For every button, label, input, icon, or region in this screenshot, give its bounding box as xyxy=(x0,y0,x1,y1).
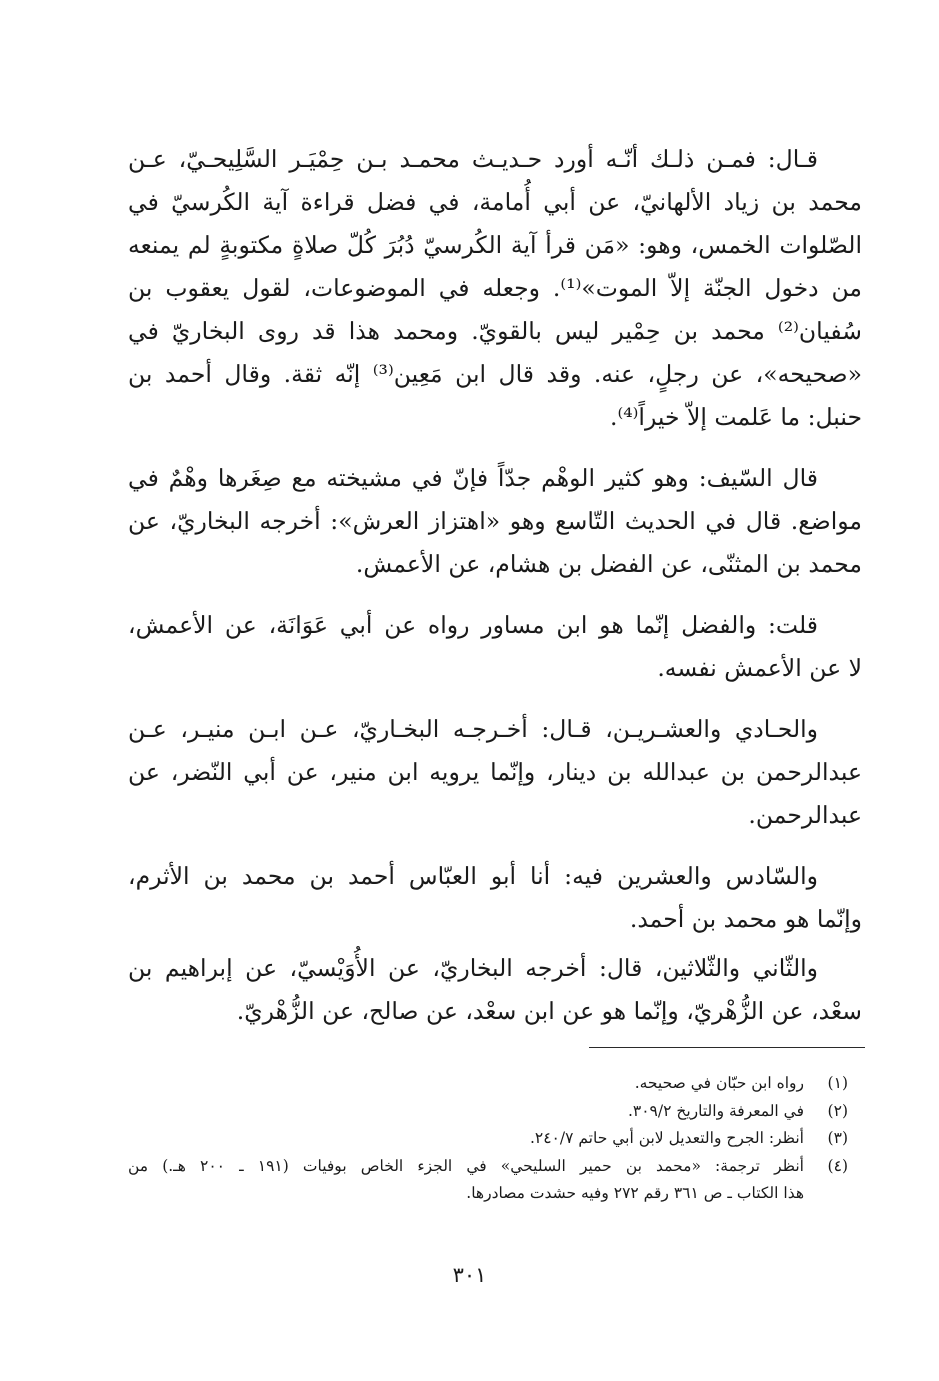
footnote-text xyxy=(128,1070,804,1098)
text-line: مواضع. قال في الحديث التّاسع وهو «اهتزاز العرش»: أخرجه البخاريّ، عن xyxy=(128,507,862,535)
main-text xyxy=(128,138,862,1033)
footnote-text xyxy=(128,1125,804,1153)
text-line: قلت: والفضل إنّما هو ابن مساور رواه عن أبي عَوَانَة، عن الأعمش، xyxy=(128,611,818,639)
text-line: محمد بن المثنّى، عن الفضل بن هشام، عن الأعمش. xyxy=(355,550,862,578)
footnote-number: (٣) xyxy=(827,1129,848,1147)
text-line: قال السّيف: وهو كثير الوهْم جدّاً فإنّ في مشيخته مع صِغَرها وهْمٌ في xyxy=(128,464,818,492)
footnote-2 xyxy=(128,1098,862,1126)
footnote-line: في المعرفة والتاريخ ٣٠٩/٢. xyxy=(627,1101,804,1120)
footnote-divider xyxy=(589,1047,865,1048)
text-line: «صحيحه»، عن رجلٍ، عنه. وقد قال ابن مَعِين⁽³⁾ إنّه ثقة. وقال أحمد بن xyxy=(128,360,862,388)
page-number: ٣٠١ xyxy=(452,1263,487,1287)
paragraph-1 xyxy=(128,138,862,439)
footnote-3 xyxy=(128,1125,862,1153)
text-line: وإنّما هو محمد بن أحمد. xyxy=(629,905,862,933)
text-line: والثّاني والثّلاثين، قال: أخرجه البخاريّ، عن الأُوَيْسيّ، عن إبراهيم بن xyxy=(128,954,818,982)
text-line: من دخول الجنّة إلاّ الموت»⁽¹⁾. وجعله في الموضوعات، لقول يعقوب بن xyxy=(128,274,863,302)
text-line: سُفيان⁽²⁾ محمد بن حِمْير ليس بالقويّ. ومحمد هذا قد روى البخاريّ في xyxy=(128,317,862,345)
footnotes xyxy=(128,1070,862,1208)
footnote-1 xyxy=(128,1070,862,1098)
paragraph-6 xyxy=(128,947,862,1033)
text-line: حنبل: ما عَلمت إلاّ خيراً⁽⁴⁾. xyxy=(609,403,862,431)
text-line: لا عن الأعمش نفسه. xyxy=(657,654,862,682)
footnote-4 xyxy=(128,1153,862,1208)
footnote-number: (٤) xyxy=(827,1156,848,1175)
text-line: عبدالرحمن بن عبدالله بن دينار، وإنّما يرويه ابن منير، عن أبي النّضر، عن xyxy=(128,758,862,786)
paragraph-2 xyxy=(128,457,862,586)
text-line: الصّلوات الخمس، وهو: «مَن قرأ آية الكُرسيّ دُبُرَ كُلّ صلاةٍ مكتوبةٍ لم يمنعه xyxy=(128,231,862,259)
footnote-line: هذا الكتاب ـ ص ٣٦١ رقم ٢٧٢ وفيه حشدت مصادرها. xyxy=(466,1184,804,1202)
text-line: قـال: فمـن ذلـك أنّـه أورد حـديـث محمـد بـن حِمْيَـر السَّلِيحـيّ، عـن xyxy=(128,145,818,173)
footnote-line: رواه ابن حبّان في صحيحه. xyxy=(634,1074,804,1092)
text-line: والسّادس والعشرين فيه: أنا أبو العبّاس أحمد بن محمد بن الأثرم، xyxy=(128,862,818,890)
text-line: سعْد، عن الزُّهْريّ، وإنّما هو عن ابن سعْد، عن صالح، عن الزُّهْريّ. xyxy=(236,997,862,1025)
paragraph-5 xyxy=(128,855,862,941)
footnote-line: أنظر ترجمة: «محمد بن حمير السليحي» في الجزء الخاص بوفيات (١٩١ ـ ٢٠٠ هـ.) من xyxy=(128,1156,804,1175)
text-line: والحـادي والعشـريـن، قـال: أخـرجـه البخـاريّ، عـن ابـن منيـر، عـن xyxy=(128,715,818,743)
text-line: عبدالرحمن. xyxy=(748,801,862,829)
footnote-line: أنظر: الجرح والتعديل لابن أبي حاتم ٢٤٠/٧. xyxy=(529,1129,804,1147)
paragraph-4 xyxy=(128,708,862,837)
footnote-number: (١) xyxy=(827,1074,848,1092)
footnote-text xyxy=(128,1153,804,1208)
paragraph-3 xyxy=(128,604,862,690)
text-line: محمد بن زياد الألهانيّ، عن أبي أُمامة، في فضل قراءة آية الكُرسيّ في xyxy=(128,188,862,216)
footnote-text xyxy=(128,1098,804,1126)
footnote-number: (٢) xyxy=(827,1101,848,1120)
